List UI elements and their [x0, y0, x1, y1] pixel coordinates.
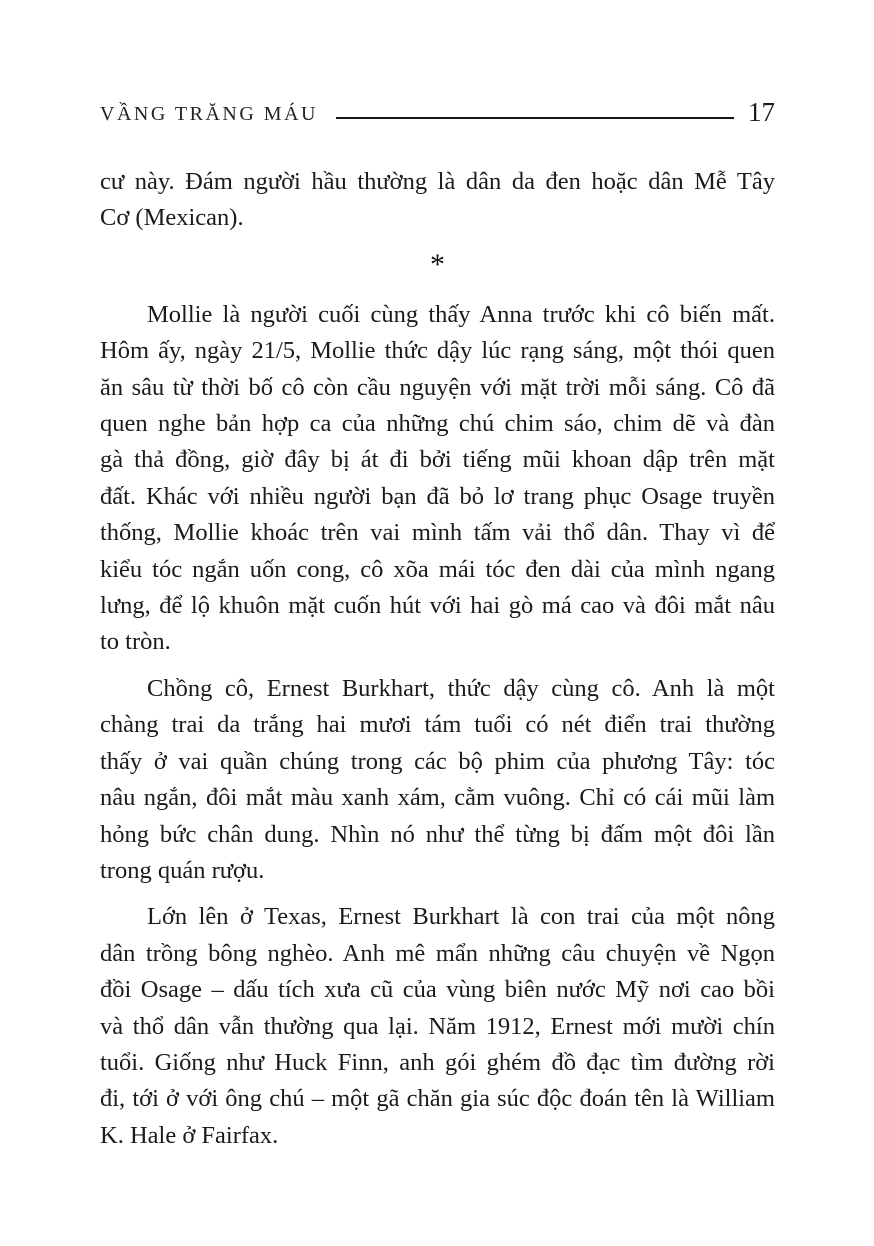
text-line: nâu ngắn, đôi mắt màu xanh xám, cằm vuông. Chỉ có cái mũi làm: [100, 784, 775, 812]
text-line: trong quán rượu.: [100, 856, 265, 884]
text-line: đất. Khác với nhiều người bạn đã bỏ lơ trang phục Osage truyền: [100, 482, 775, 510]
text-line: lưng, để lộ khuôn mặt cuốn hút với hai gò má cao và đôi mắt nâu: [100, 592, 775, 620]
text-line: thống, Mollie khoác trên vai mình tấm vải thổ dân. Thay vì để: [100, 519, 775, 547]
section-separator: *: [430, 247, 445, 281]
paragraph: [100, 671, 775, 889]
page-body: [100, 164, 775, 1154]
page-header: [100, 96, 775, 126]
text-line: hỏng bức chân dung. Nhìn nó như thể từng bị đấm một đôi lần: [100, 820, 775, 848]
text-line: Hôm ấy, ngày 21/5, Mollie thức dậy lúc rạng sáng, một thói quen: [100, 337, 775, 365]
text-line: tuổi. Giống như Huck Finn, anh gói ghém đồ đạc tìm đường rời: [100, 1048, 775, 1076]
text-line: ăn sâu từ thời bố cô còn cầu nguyện với mặt trời mỗi sáng. Cô đã: [100, 373, 775, 401]
paragraph: [100, 164, 775, 237]
text-line: dân trồng bông nghèo. Anh mê mẩn những câu chuyện về Ngọn: [100, 939, 775, 967]
page-number: 17: [748, 97, 775, 127]
text-line: đi, tới ở với ông chú – một gã chăn gia súc độc đoán tên là William: [100, 1085, 775, 1113]
header-rule: [336, 117, 734, 119]
text-line: gà thả đồng, giờ đây bị át đi bởi tiếng mũi khoan dập trên mặt: [100, 446, 775, 474]
running-title: VẦNG TRĂNG MÁU: [100, 103, 318, 125]
text-line: đồi Osage – dấu tích xưa cũ của vùng biên nước Mỹ nơi cao bồi: [100, 976, 775, 1004]
paragraph: [100, 899, 775, 1154]
text-line: kiểu tóc ngắn uốn cong, cô xõa mái tóc đen dài của mình ngang: [100, 555, 775, 583]
paragraph: [100, 297, 775, 661]
text-line: cư này. Đám người hầu thường là dân da đen hoặc dân Mễ Tây: [100, 168, 775, 195]
text-line: to tròn.: [100, 628, 171, 656]
text-line: chàng trai da trắng hai mươi tám tuổi có nét điển trai thường: [100, 711, 775, 739]
text-line: quen nghe bản hợp ca của những chú chim sáo, chim dẽ và đàn: [100, 410, 775, 438]
text-line: Lớn lên ở Texas, Ernest Burkhart là con trai của một nông: [147, 903, 775, 931]
text-line: K. Hale ở Fairfax.: [100, 1121, 279, 1149]
text-line: Cơ (Mexican).: [100, 204, 244, 232]
text-line: và thổ dân vẫn thường qua lại. Năm 1912, Ernest mới mười chín: [100, 1012, 775, 1040]
text-line: Mollie là người cuối cùng thấy Anna trước khi cô biến mất.: [147, 300, 775, 328]
text-line: thấy ở vai quần chúng trong các bộ phim của phương Tây: tóc: [100, 747, 775, 775]
text-line: Chồng cô, Ernest Burkhart, thức dậy cùng cô. Anh là một: [147, 674, 775, 702]
